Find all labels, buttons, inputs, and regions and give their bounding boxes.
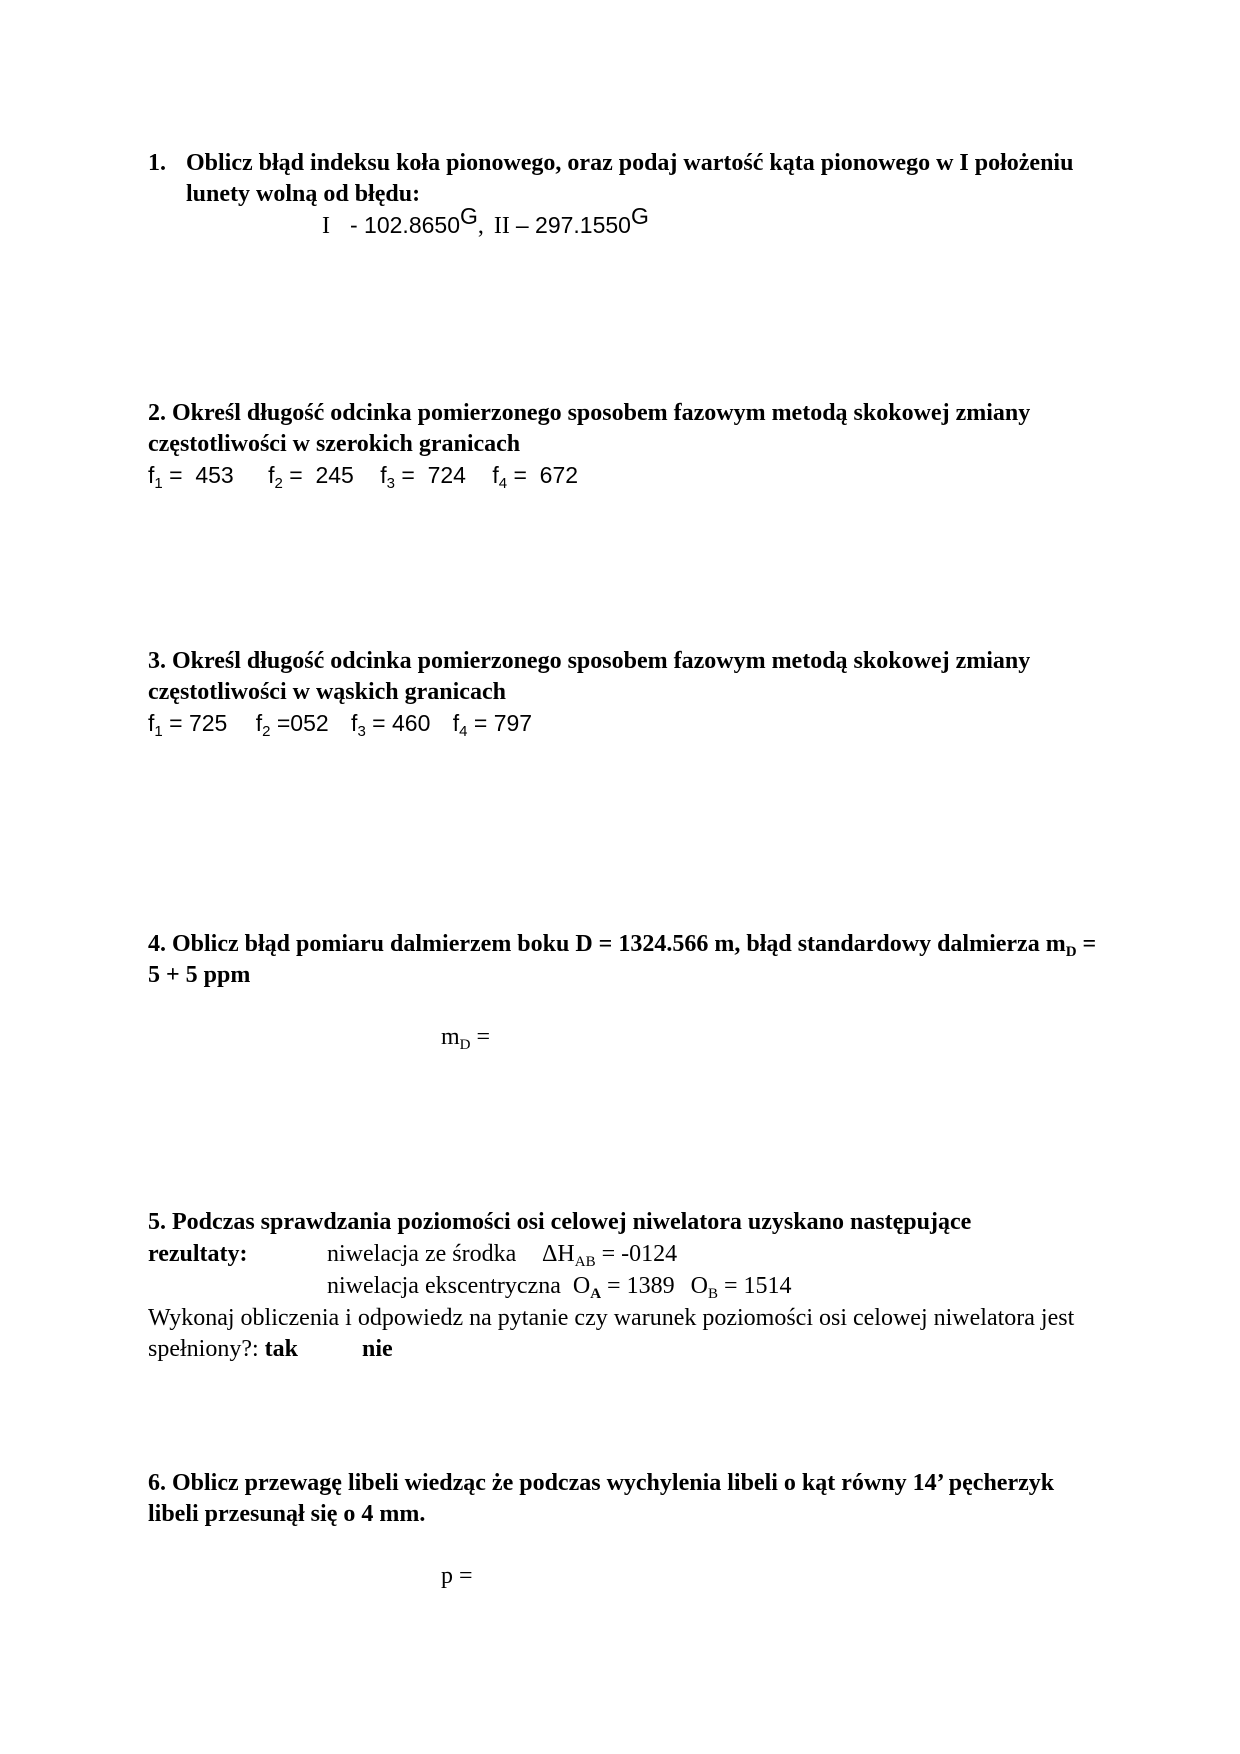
question-text: Oblicz błąd pomiaru dalmierzem boku D = 1324.566 m, błąd standardowy dalmierza m (172, 931, 1066, 957)
value-label: I (322, 213, 330, 239)
question-number: 6. (148, 1470, 166, 1496)
question-text: Podczas sprawdzania poziomości osi celowej niwelatora uzyskano następujące (172, 1209, 972, 1235)
subscript: B (707, 1286, 718, 1302)
question-5-question (148, 1303, 1098, 1365)
question-number: 1. (148, 150, 166, 176)
frequency-3: $f_3 = 724$ (380, 462, 466, 492)
subscript: D (459, 1037, 471, 1053)
question-3-frequencies (148, 708, 1098, 739)
subscript: AB (574, 1254, 596, 1270)
reading-b-symbol: O (690, 1273, 708, 1299)
frequency-4: $f_4 = 672$ (492, 462, 579, 492)
separator: , (477, 213, 484, 239)
question-2-frequencies (148, 460, 1098, 491)
frequency-2: $f_2 =052$ (255, 710, 329, 740)
question-2 (148, 398, 1098, 460)
frequency-1: $f_1 = 725$ (148, 710, 228, 740)
method-name: niwelacja ekscentryczna (327, 1273, 561, 1299)
question-number: 2. (148, 400, 166, 426)
answer-no[interactable]: nie (362, 1336, 393, 1362)
question-1-values (322, 203, 922, 242)
question-6 (148, 1468, 1098, 1530)
method-name: niwelacja ze środka (327, 1241, 517, 1267)
question-1 (148, 148, 1136, 210)
question-4-answer (441, 1022, 741, 1053)
question-text: Określ długość odcinka pomierzonego sposobem fazowym metodą skokowej zmiany częstotliwości w szerokich granicach (148, 400, 1031, 457)
value-text: – 297.1550 (515, 212, 631, 238)
question-text: Określ długość odcinka pomierzonego sposobem fazowym metodą skokowej zmiany częstotliwości w wąskich granicach (148, 648, 1031, 705)
reading-b-value: = 1514 (723, 1273, 792, 1299)
frequency-2: $f_2 = 245$ (268, 462, 354, 492)
delta-h-value: = -0124 (601, 1241, 678, 1267)
answer-yes[interactable]: tak (264, 1336, 298, 1362)
grad-unit: G (459, 203, 478, 229)
frequency-4: $f_4 = 797$ (452, 710, 533, 740)
question-5 (148, 1207, 1098, 1238)
value-text: - 102.8650 (350, 212, 460, 238)
question-5-eccentric (327, 1271, 1027, 1302)
question-number: 4. (148, 931, 166, 957)
question-3 (148, 646, 1098, 708)
equals-sign: = (476, 1024, 491, 1050)
answer-symbol: m (441, 1024, 460, 1050)
question-text: Oblicz błąd indeksu koła pionowego, oraz podaj wartość kąta pionowego w I położeniu lunety wolną od błędu: (186, 150, 1074, 207)
frequency-3: $f_3 = 460$ (351, 710, 431, 740)
delta-h-symbol: ΔH (542, 1241, 575, 1267)
question-5-results (148, 1239, 1098, 1270)
subscript: A (590, 1286, 602, 1302)
answer-label: p = (441, 1563, 473, 1589)
reading-a-value: = 1389 (607, 1273, 675, 1299)
question-text-end: = 5 + 5 ppm (148, 931, 1097, 988)
question-6-answer (441, 1561, 741, 1592)
grad-unit: G (630, 203, 649, 229)
question-text: Oblicz przewagę libeli wiedząc że podczas wychylenia libeli o kąt równy 14’ pęcherzyk libeli przesunął się o 4 mm. (148, 1470, 1055, 1527)
subscript: D (1065, 944, 1077, 960)
reading-a-symbol: O (572, 1273, 591, 1299)
frequency-1: $f_1 = 453$ (148, 462, 234, 492)
question-number: 5. (148, 1209, 166, 1235)
results-label: rezultaty: (148, 1241, 248, 1267)
question-text: Wykonaj obliczenia i odpowiedz na pytanie czy warunek poziomości osi celowej niwelatora jest spełniony?: (148, 1305, 1075, 1362)
question-4 (148, 929, 1098, 991)
value-label: II (493, 213, 510, 239)
question-number: 3. (148, 648, 166, 674)
